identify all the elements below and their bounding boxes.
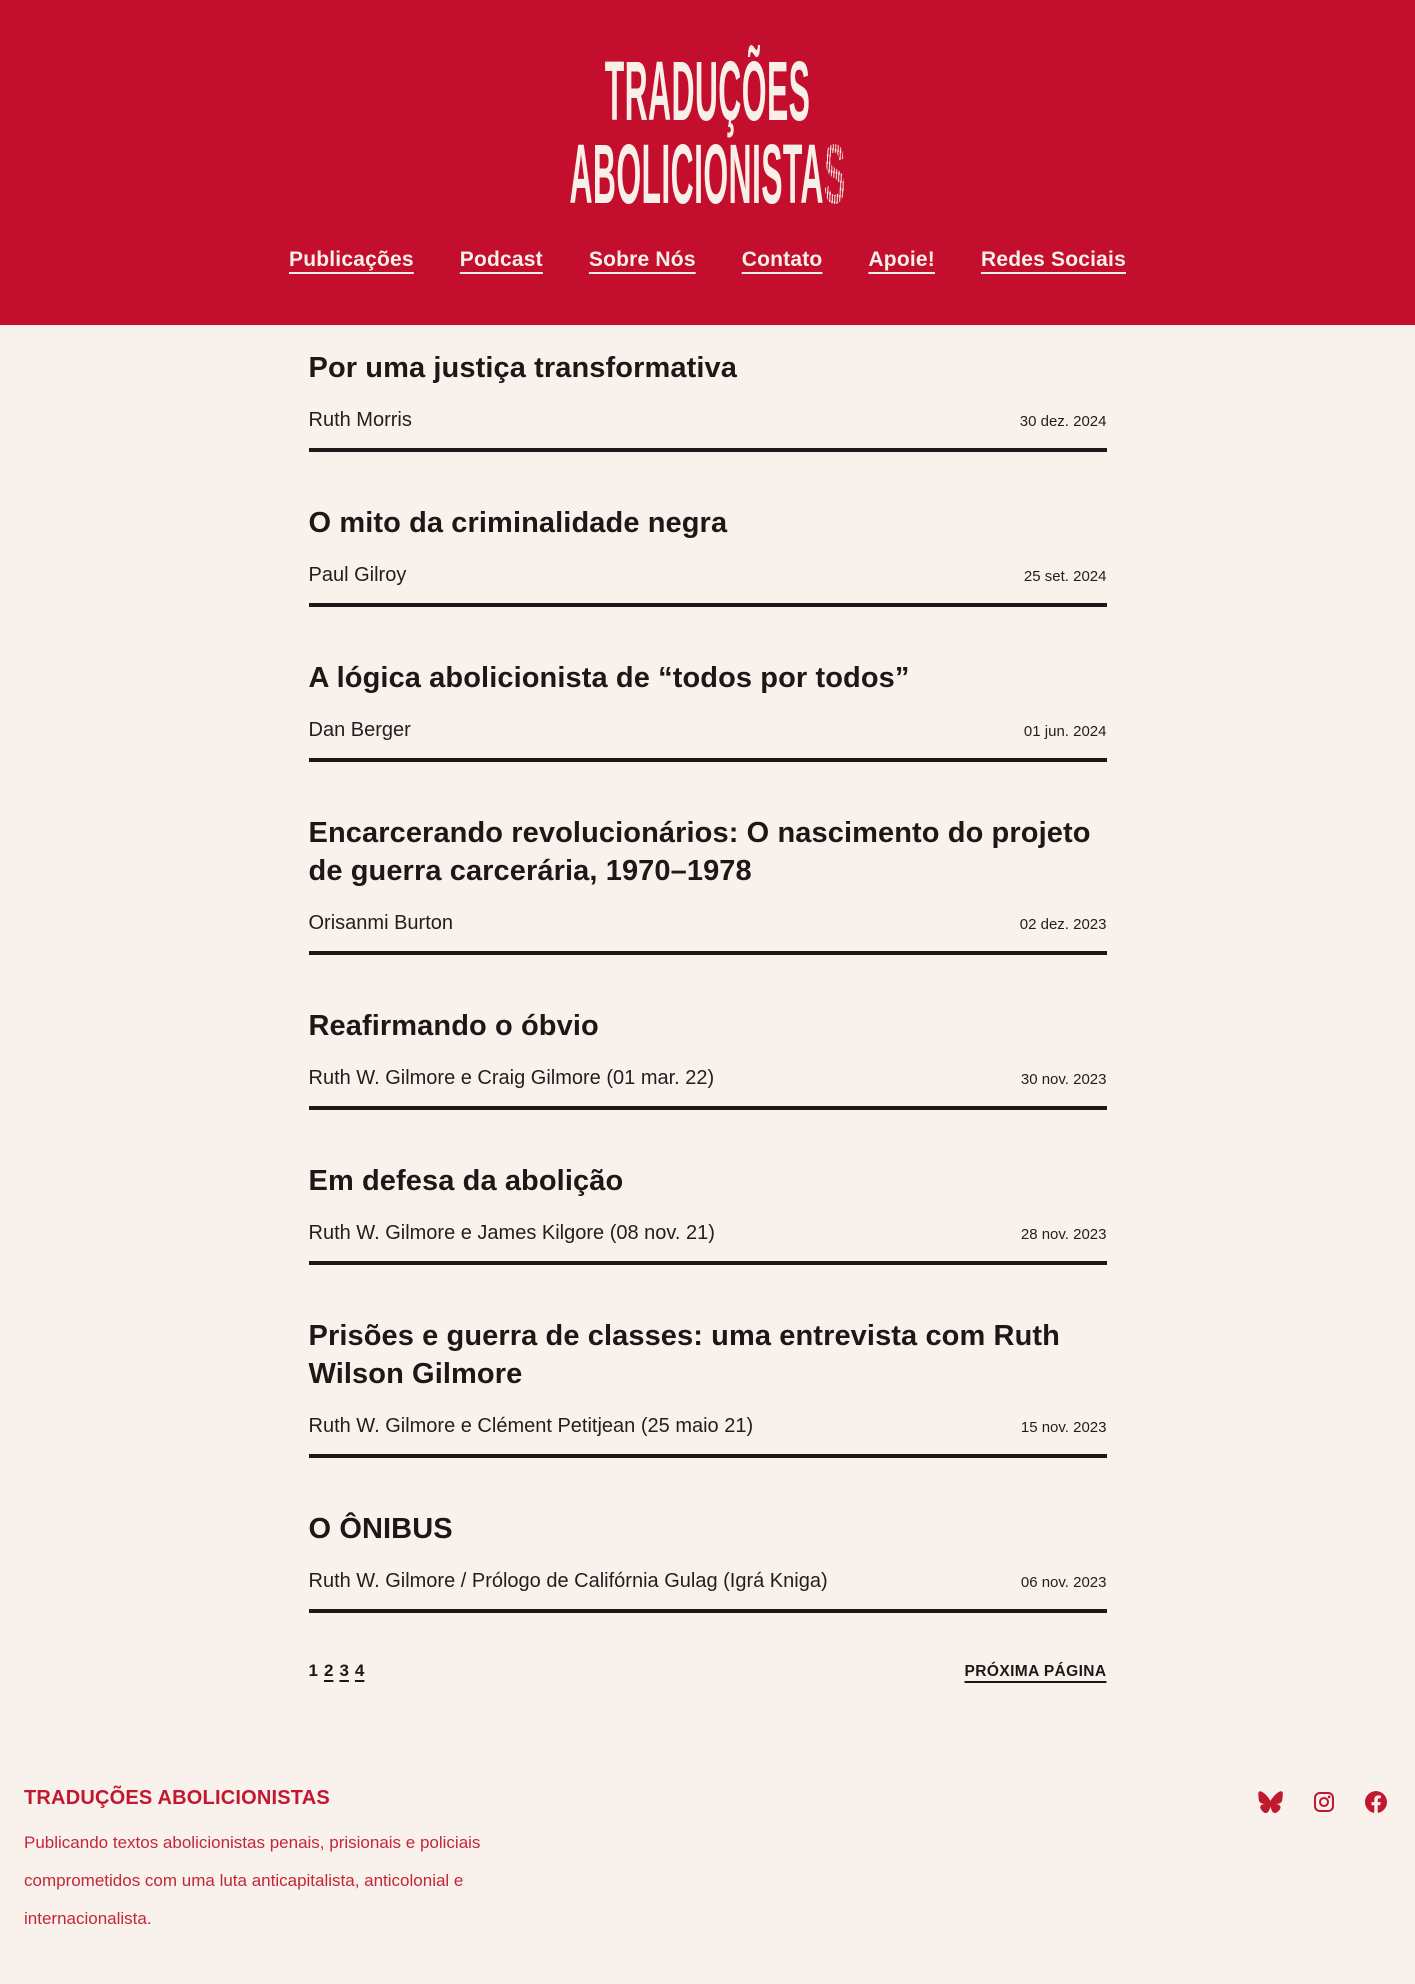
post-item — [309, 325, 1107, 452]
post-item — [309, 1265, 1107, 1458]
post-meta — [309, 910, 1107, 936]
post-item — [309, 607, 1107, 762]
nav-link-redes-sociais[interactable]: Redes Sociais — [980, 248, 1126, 271]
pagination — [309, 1661, 1107, 1681]
post-item — [309, 452, 1107, 607]
post-meta — [309, 562, 1107, 588]
post-meta — [309, 1413, 1107, 1439]
post-author: Ruth W. Gilmore e James Kilgore (08 nov. 21) — [308, 1222, 715, 1244]
post-meta — [309, 717, 1107, 743]
logo-line-2 — [439, 127, 977, 221]
post-author: Ruth W. Gilmore e Craig Gilmore (01 mar. 22) — [308, 1067, 715, 1089]
nav-link-apoie[interactable]: Apoie! — [868, 248, 935, 271]
post-list — [309, 325, 1107, 1681]
post-meta — [309, 407, 1107, 433]
main-nav — [0, 248, 1415, 272]
post-author: Dan Berger — [308, 719, 411, 741]
footer-description: Publicando textos abolicionistas penais, prisionais e policiais comprometidos com uma luta anticapitalista, anticolonial e internacionalista. — [24, 1833, 481, 1928]
page-number-link-3[interactable]: 3 — [339, 1661, 349, 1680]
post-date: 01 jun. 2024 — [1023, 723, 1107, 740]
post-item — [309, 762, 1107, 955]
post-item — [309, 955, 1107, 1110]
post-author: Orisanmi Burton — [308, 912, 453, 934]
post-date: 25 set. 2024 — [1023, 568, 1107, 585]
post-title-link[interactable]: Reafirmando o óbvio — [308, 1010, 599, 1042]
post-author: Ruth W. Gilmore / Prólogo de Califórnia Gulag (Igrá Kniga) — [308, 1570, 828, 1592]
instagram-icon — [1313, 1791, 1335, 1813]
post-item — [309, 1110, 1107, 1265]
page-number-link-4[interactable]: 4 — [354, 1661, 365, 1680]
social-links — [1258, 1791, 1387, 1813]
post-date: 30 nov. 2023 — [1020, 1071, 1107, 1088]
footer-info — [24, 1787, 509, 1938]
post-date: 15 nov. 2023 — [1020, 1419, 1107, 1436]
page-numbers — [309, 1661, 365, 1681]
post-date: 02 dez. 2023 — [1019, 916, 1107, 933]
post-title-link[interactable]: Encarcerando revolucionários: O nascimento do projeto de guerra carcerária, 1970–1978 — [308, 817, 1091, 887]
site-footer — [0, 1787, 1415, 1968]
post-meta — [309, 1065, 1107, 1091]
post-title-link[interactable]: Prisões e guerra de classes: uma entrevista com Ruth Wilson Gilmore — [308, 1320, 1060, 1390]
post-author: Ruth W. Gilmore e Clément Petitjean (25 maio 21) — [308, 1415, 754, 1437]
post-date: 28 nov. 2023 — [1020, 1226, 1107, 1243]
divider — [309, 1609, 1107, 1613]
post-title-link[interactable]: O mito da criminalidade negra — [308, 507, 728, 539]
facebook-icon — [1365, 1791, 1387, 1813]
nav-link-podcast[interactable]: Podcast — [459, 248, 543, 271]
nav-link-publicacoes[interactable]: Publicações — [289, 248, 414, 271]
social-link-facebook[interactable] — [1365, 1791, 1387, 1813]
nav-link-contato[interactable]: Contato — [741, 248, 823, 271]
post-author: Ruth Morris — [308, 409, 412, 431]
logo-line-1: TRADUÇÕES — [604, 44, 811, 138]
logo-striped-s: S — [823, 127, 846, 221]
post-item — [309, 1458, 1107, 1613]
site-logo[interactable] — [0, 44, 1415, 221]
post-author: Paul Gilroy — [308, 564, 407, 586]
page-number-current: 1 — [308, 1661, 318, 1680]
social-link-instagram[interactable] — [1313, 1791, 1335, 1813]
bluesky-icon — [1258, 1791, 1283, 1813]
post-title-link[interactable]: O ÔNIBUS — [308, 1513, 453, 1545]
page-number-link-2[interactable]: 2 — [323, 1661, 334, 1680]
next-page-link[interactable]: PRÓXIMA PÁGINA — [964, 1663, 1107, 1680]
post-title-link[interactable]: Por uma justiça transformativa — [308, 352, 737, 384]
post-title-link[interactable]: Em defesa da abolição — [308, 1165, 624, 1197]
site-header — [0, 0, 1415, 325]
post-meta — [309, 1568, 1107, 1594]
nav-link-sobre-nos[interactable]: Sobre Nós — [588, 248, 696, 271]
logo-line-2-text: ABOLICIONISTA — [569, 127, 824, 221]
post-date: 30 dez. 2024 — [1019, 413, 1107, 430]
social-link-bluesky[interactable] — [1258, 1791, 1283, 1813]
post-title-link[interactable]: A lógica abolicionista de “todos por todos” — [308, 662, 910, 694]
post-meta — [309, 1220, 1107, 1246]
post-date: 06 nov. 2023 — [1020, 1574, 1107, 1591]
footer-title: TRADUÇÕES ABOLICIONISTAS — [24, 1787, 330, 1809]
